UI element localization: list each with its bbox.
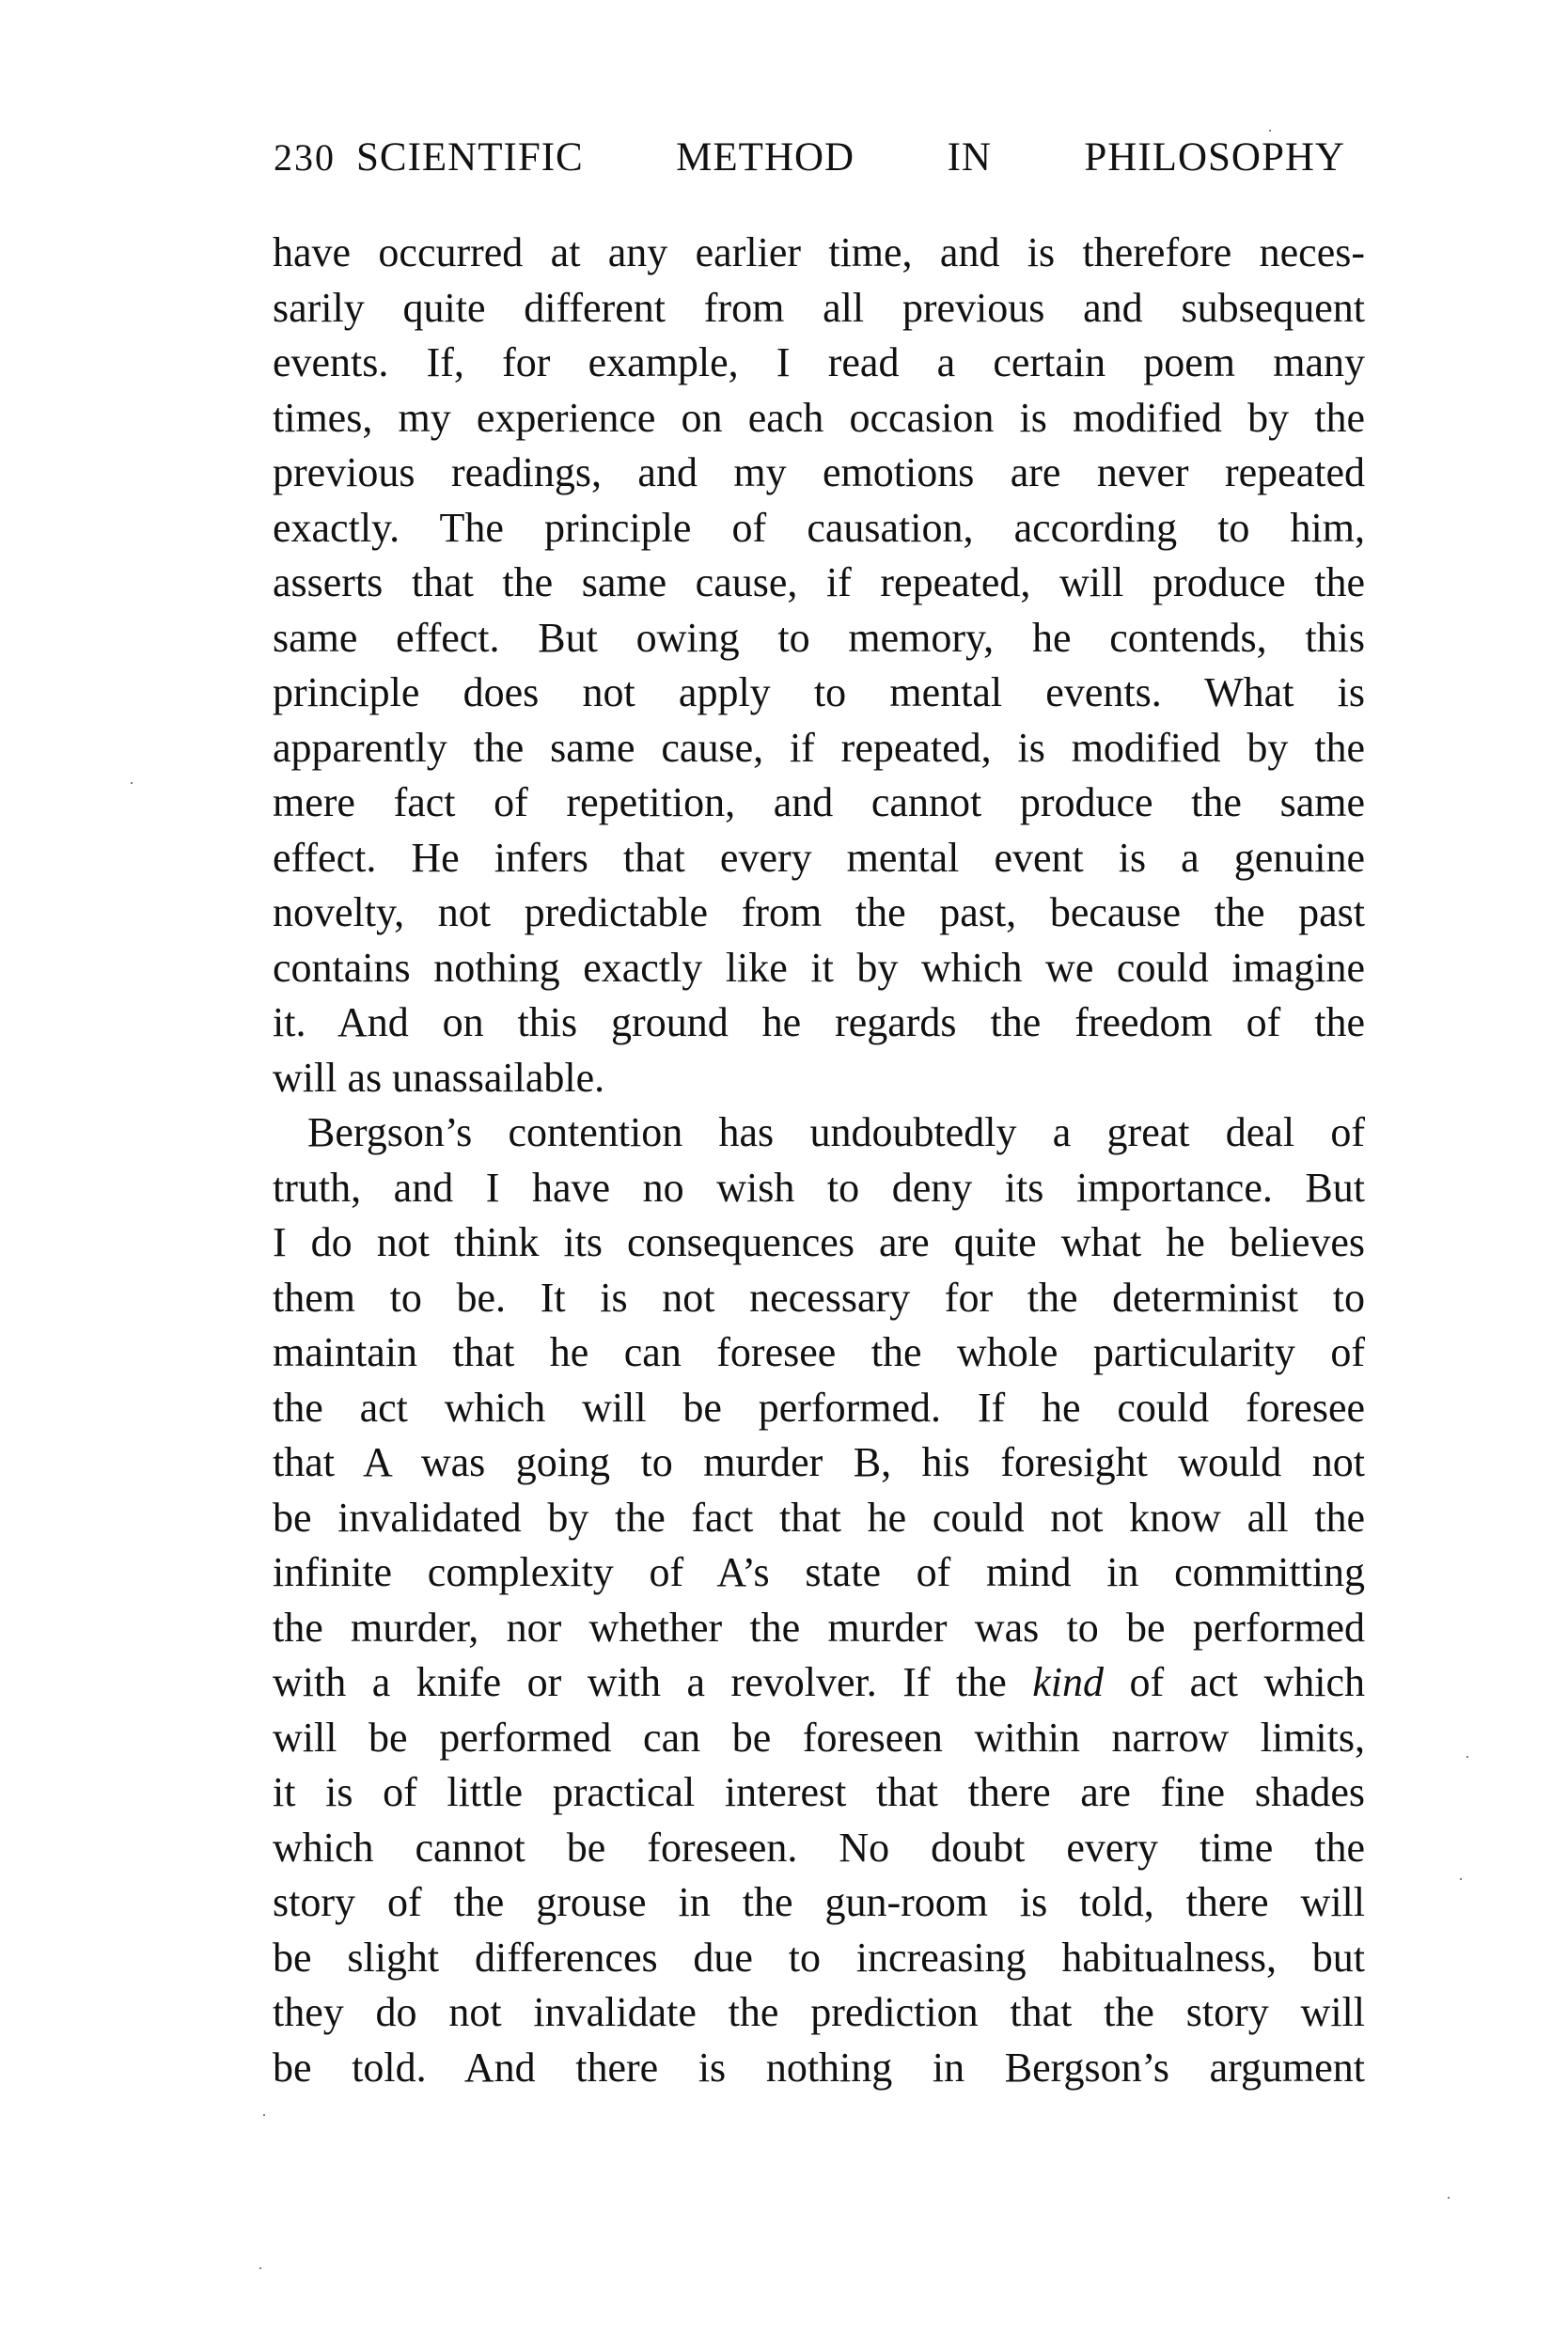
text-line: it. And on this ground he regards the freedom of the — [273, 999, 1365, 1045]
scan-speck — [1466, 1756, 1468, 1758]
text-line: apparently the same cause, if repeated, is modified by the — [273, 724, 1365, 771]
text-line: the act which will be performed. If he could foresee — [273, 1384, 1365, 1431]
text-line: previous readings, and my emotions are never repeated — [273, 449, 1365, 495]
text-line: story of the grouse in the gun-room is told, there will — [273, 1879, 1365, 1925]
text-line: that A was going to murder B, his foresight would not — [273, 1439, 1365, 1485]
text-line: Bergson’s contention has undoubtedly a great deal of — [307, 1109, 1365, 1155]
text-segment: with a knife or with a revolver. If the — [273, 1659, 1033, 1705]
text-line: asserts that the same cause, if repeated, will produce the — [273, 559, 1365, 605]
text-line-with-emphasis — [273, 1655, 1365, 1711]
text-line: infinite complexity of A’s state of mind in committing — [273, 1549, 1365, 1595]
text-line: principle does not apply to mental events. What is — [273, 669, 1365, 715]
text-line: effect. He infers that every mental event is a genuine — [273, 834, 1365, 881]
text-line: the murder, nor whether the murder was to be performed — [273, 1604, 1365, 1651]
text-line: maintain that he can foresee the whole particularity of — [273, 1329, 1365, 1375]
scan-speck — [1460, 1878, 1462, 1880]
text-line: exactly. The principle of causation, according to him, — [273, 504, 1365, 551]
emphasized-word: kind — [1032, 1659, 1105, 1705]
text-line: be invalidated by the fact that he could not know all the — [273, 1494, 1365, 1541]
paragraph-2 — [273, 1105, 1365, 2095]
text-line: which cannot be foreseen. No doubt every time the — [273, 1824, 1365, 1871]
text-line: have occurred at any earlier time, and is therefore neces- — [273, 229, 1365, 275]
paragraph-1 — [273, 226, 1365, 1105]
text-line: them to be. It is not necessary for the determinist to — [273, 1274, 1365, 1321]
text-line: will be performed can be foreseen within narrow limits, — [273, 1714, 1365, 1761]
body-text — [273, 226, 1365, 2095]
text-line: be slight differences due to increasing habitualness, but — [273, 1934, 1365, 1981]
text-line: times, my experience on each occasion is modified by the — [273, 394, 1365, 441]
text-line: be told. And there is nothing in Bergson’s argument — [273, 2044, 1365, 2091]
text-line: mere fact of repetition, and cannot produce the same — [273, 779, 1365, 825]
text-line: novelty, not predictable from the past, because the past — [273, 889, 1365, 935]
text-segment: of act which — [1104, 1659, 1365, 1705]
text-line: it is of little practical interest that there are fine shades — [273, 1769, 1365, 1815]
text-line: I do not think its consequences are quite what he believes — [273, 1219, 1365, 1265]
scan-speck — [131, 782, 133, 784]
running-title: SCIENTIFIC METHOD IN PHILOSOPHY — [356, 135, 1345, 180]
text-line: events. If, for example, I read a certain poem many — [273, 339, 1365, 385]
scan-speck — [1448, 2197, 1450, 2199]
page-number: 230 — [274, 136, 336, 179]
text-line: same effect. But owing to memory, he contends, this — [273, 614, 1365, 661]
scan-speck — [1269, 130, 1271, 132]
text-line: truth, and I have no wish to deny its importance. But — [273, 1164, 1365, 1211]
scan-speck — [259, 2267, 261, 2269]
text-line: sarily quite different from all previous and subsequent — [273, 284, 1365, 331]
scan-speck — [263, 2114, 265, 2116]
text-line: will as unassailable. — [273, 1054, 605, 1101]
text-line: contains nothing exactly like it by which we could imagine — [273, 944, 1365, 991]
running-head — [274, 132, 1345, 184]
text-line: they do not invalidate the prediction that the story will — [273, 1989, 1365, 2035]
